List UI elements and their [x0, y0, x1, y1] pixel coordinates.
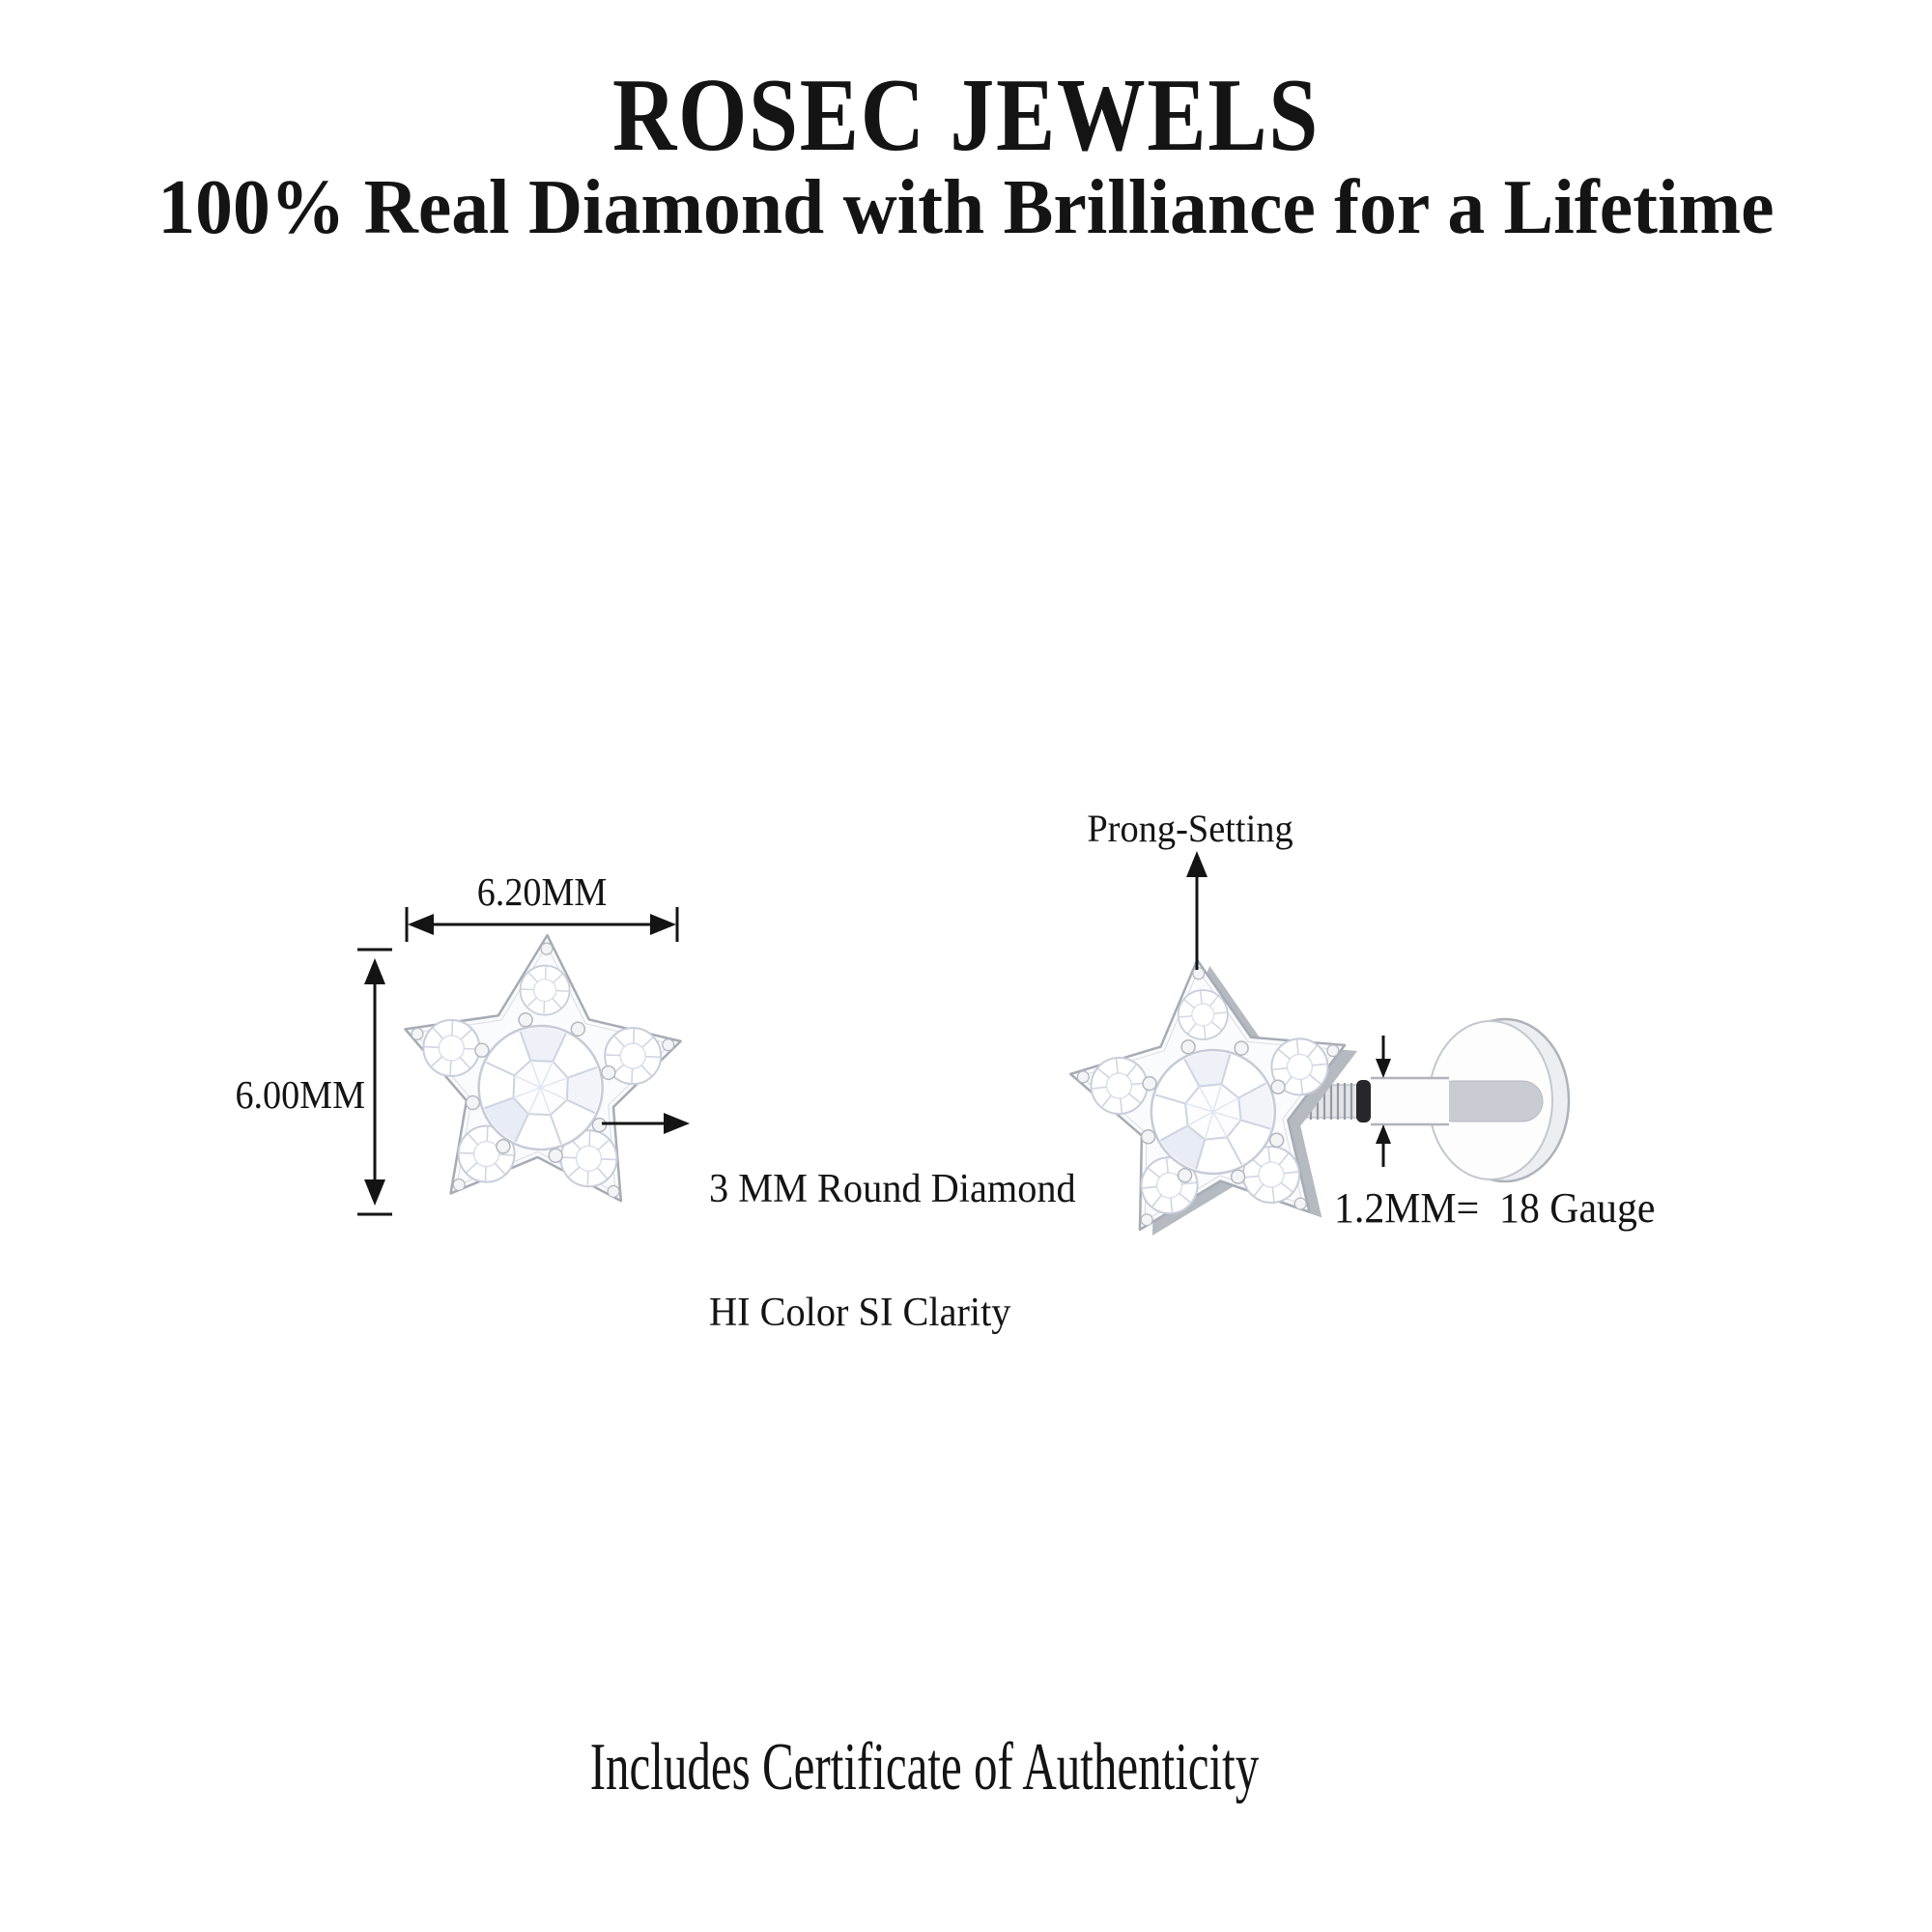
stone-spec-note: [709, 1086, 1076, 1417]
front-view-star-earring: [398, 929, 685, 1204]
brand-tagline: 100% Real Diamond with Brilliance for a Lifetime: [157, 165, 1775, 250]
stone-spec-line2: HI Color SI Clarity: [709, 1291, 1011, 1336]
post-gauge-label: 1.2MM= 18 Gauge: [1334, 1184, 1656, 1232]
post-bar: [1371, 1078, 1449, 1124]
width-dimension-label: 6.20MM: [476, 869, 608, 914]
o-ring: [1356, 1080, 1371, 1122]
brand-title: ROSEC JEWELS: [611, 58, 1321, 173]
labret-disc: [1429, 1019, 1569, 1181]
prong-setting-label: Prong-Setting: [1087, 807, 1293, 850]
height-dimension-label: 6.00MM: [235, 1072, 365, 1117]
prong-callout-arrow: [1186, 851, 1208, 970]
stone-spec-line1: 3 MM Round Diamond: [709, 1166, 1076, 1211]
certificate-note: Includes Certificate of Authenticity: [589, 1730, 1260, 1804]
